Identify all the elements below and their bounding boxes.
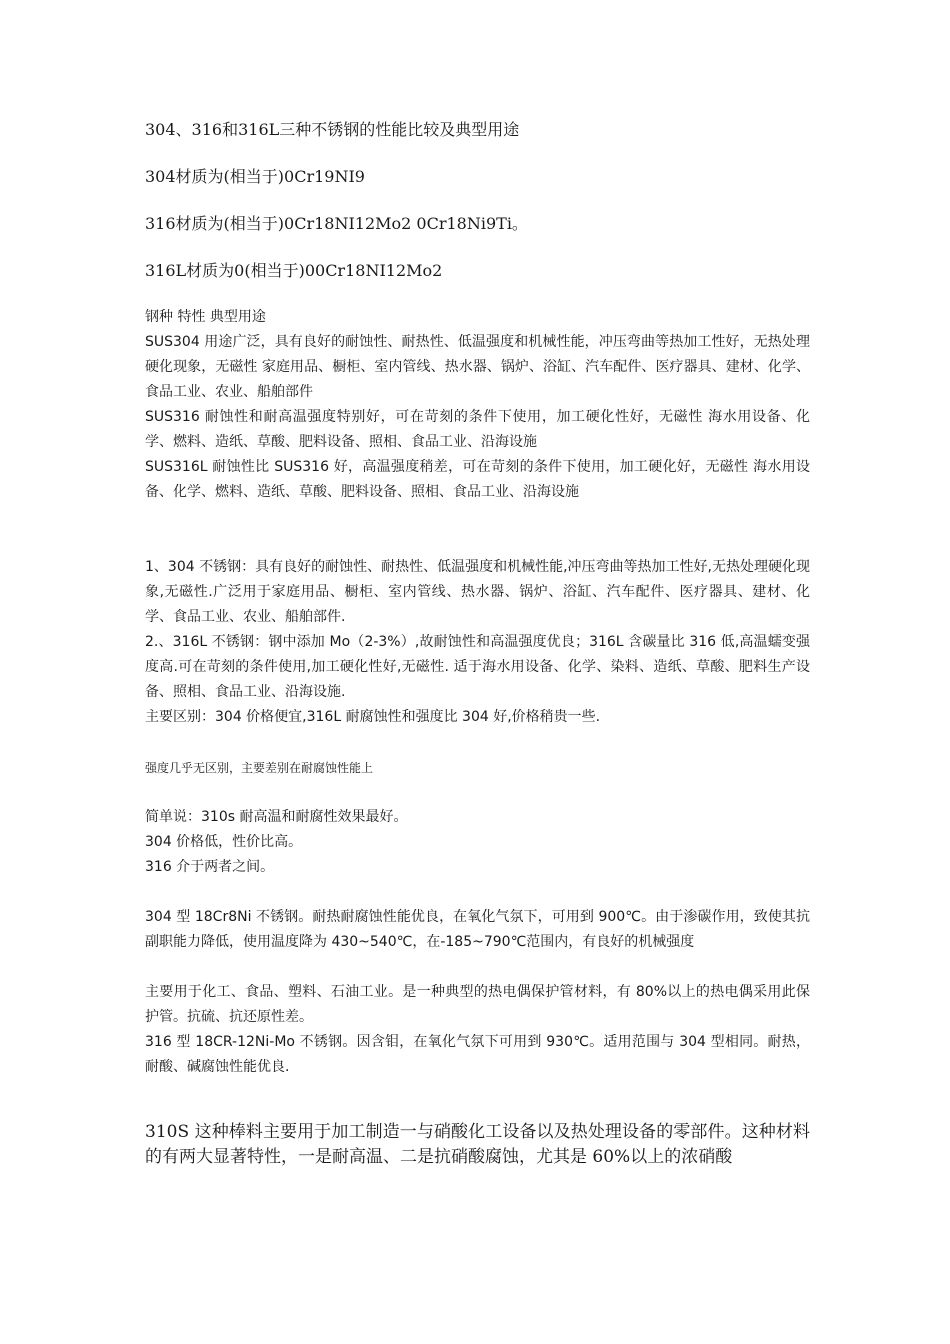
table-row-sus316l: SUS316L 耐蚀性比 SUS316 好，高温强度稍差，可在苛刻的条件下使用，加工硬化好，无磁性 海水用设备、化学、燃料、造纸、草酸、肥料设备、照相、食品工业、沿海设施 (145, 459, 810, 500)
document-title: 304、316和316L三种不锈钢的性能比较及典型用途 (145, 120, 520, 139)
type-316-paragraph: 316 型 18CR-12Ni-Mo 不锈钢。因含钼，在氧化气氛下可用到 930℃。适用范围与 304 型相同。耐热，耐酸、碱腐蚀性能优良. (145, 1034, 810, 1075)
strength-note: 强度几乎无区别，主要差别在耐腐蚀性能上 (145, 761, 374, 775)
type-304-usage-paragraph: 主要用于化工、食品、塑料、石油工业。是一种典型的热电偶保护管材料，有 80%以上的热电偶采用此保护管。抗硫、抗还原性差。 (145, 984, 810, 1025)
item-304-paragraph: 1、304 不锈钢：具有良好的耐蚀性、耐热性、低温强度和机械性能,冲压弯曲等热加工性好,无热处理硬化现象,无磁性.广泛用于家庭用品、橱柜、室内管线、热水器、锅炉、浴缸、汽车配件、医疗器具、建材、化学、食品工业、农业、船舶部件. (145, 559, 810, 625)
main-difference-line: 主要区别：304 价格便宜,316L 耐腐蚀性和强度比 304 好,价格稍贵一些. (145, 709, 601, 725)
item-316l-paragraph: 2.、316L 不锈钢：钢中添加 Mo（2-3%）,故耐蚀性和高温强度优良；316L 含碳量比 316 低,高温蠕变强度高.可在苛刻的条件使用,加工硬化性好,无磁性. 适于海水用设备、化学、染料、造纸、草酸、肥料生产设备、照相、食品工业、沿海设施. (145, 634, 810, 700)
material-304-line: 304材质为(相当于)0Cr19NI9 (145, 167, 365, 186)
material-316l-line: 316L材质为0(相当于)00Cr18NI12Mo2 (145, 261, 443, 280)
summary-line-1: 简单说：310s 耐高温和耐腐性效果最好。 (145, 809, 408, 825)
table-row-sus304: SUS304 用途广泛，具有良好的耐蚀性、耐热性、低温强度和机械性能，冲压弯曲等热加工性好，无热处理硬化现象，无磁性 家庭用品、橱柜、室内管线、热水器、锅炉、浴缸、汽车配件、医疗器具、建材、化学、食品工业、农业、船舶部件 (145, 334, 810, 400)
type-304-paragraph: 304 型 18Cr8Ni 不锈钢。耐热耐腐蚀性能优良，在氧化气氛下，可用到 900℃。由于渗碳作用，致使其抗副职能力降低，使用温度降为 430~540℃，在-185~790℃范围内，有良好的机械强度 (145, 909, 810, 950)
summary-line-2: 304 价格低，性价比高。 (145, 834, 303, 850)
table-header: 钢种 特性 典型用途 (145, 309, 266, 325)
table-row-sus316: SUS316 耐蚀性和耐高温强度特别好，可在苛刻的条件下使用，加工硬化性好，无磁性 海水用设备、化学、燃料、造纸、草酸、肥料设备、照相、食品工业、沿海设施 (145, 409, 810, 450)
bar-310s-paragraph: 310S 这种棒料主要用于加工制造一与硝酸化工设备以及热处理设备的零部件。这种材料的有两大显著特性，一是耐高温、二是抗硝酸腐蚀，尤其是 60%以上的浓硝酸 (145, 1122, 810, 1167)
material-316-line: 316材质为(相当于)0Cr18NI12Mo2 0Cr18Ni9Ti。 (145, 214, 528, 233)
summary-line-3: 316 介于两者之间。 (145, 859, 275, 875)
